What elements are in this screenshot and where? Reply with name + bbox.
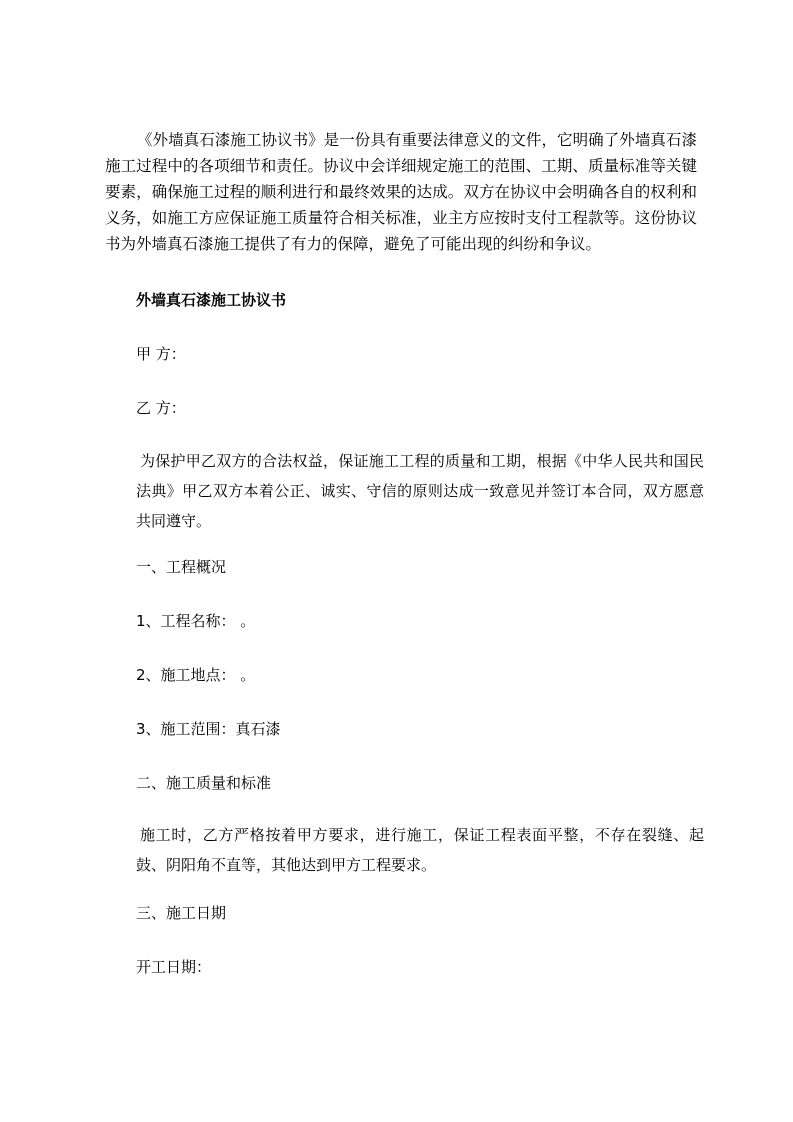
section3-heading: 三、施工日期 [136, 904, 227, 922]
party-b-label: 乙 方： [136, 399, 186, 417]
section2-heading: 二、施工质量和标准 [136, 774, 272, 792]
intro-paragraph: 《外墙真石漆施工协议书》是一份具有重要法律意义的文件，它明确了外墙真石漆施工过程中的各项细节和责任。协议中会详细规定施工的范围、工期、质量标准等关键要素，确保施工过程的顺利进行和最终效果的达成。双方在协议中会明确各自的权利和义务，如施工方应保证施工质量符合相关标准，业主方应按时支付工程款等。这份协议书为外墙真石漆施工提供了有力的保障，避免了可能出现的纠纷和争议。 [105, 131, 697, 253]
party-a-label: 甲 方： [136, 345, 186, 363]
start-date-label: 开工日期： [136, 958, 212, 976]
section1-heading: 一、工程概况 [136, 558, 227, 576]
site-location-item: 2、施工地点： 。 [136, 666, 256, 684]
preamble-paragraph: 为保护甲乙双方的合法权益，保证施工工程的质量和工期，根据《中华人民共和国民法典》甲乙双方本着公正、诚实、守信的原则达成一致意见并签订本合同，双方愿意共同遵守。 [136, 452, 704, 530]
quality-standard-paragraph: 施工时，乙方严格按着甲方要求，进行施工，保证工程表面平整，不存在裂缝、起鼓、阴阳角不直等，其他达到甲方工程要求。 [136, 826, 704, 874]
work-scope-item: 3、施工范围：真石漆 [136, 720, 281, 738]
project-name-item: 1、工程名称： 。 [136, 612, 256, 630]
contract-title: 外墙真石漆施工协议书 [136, 291, 287, 309]
